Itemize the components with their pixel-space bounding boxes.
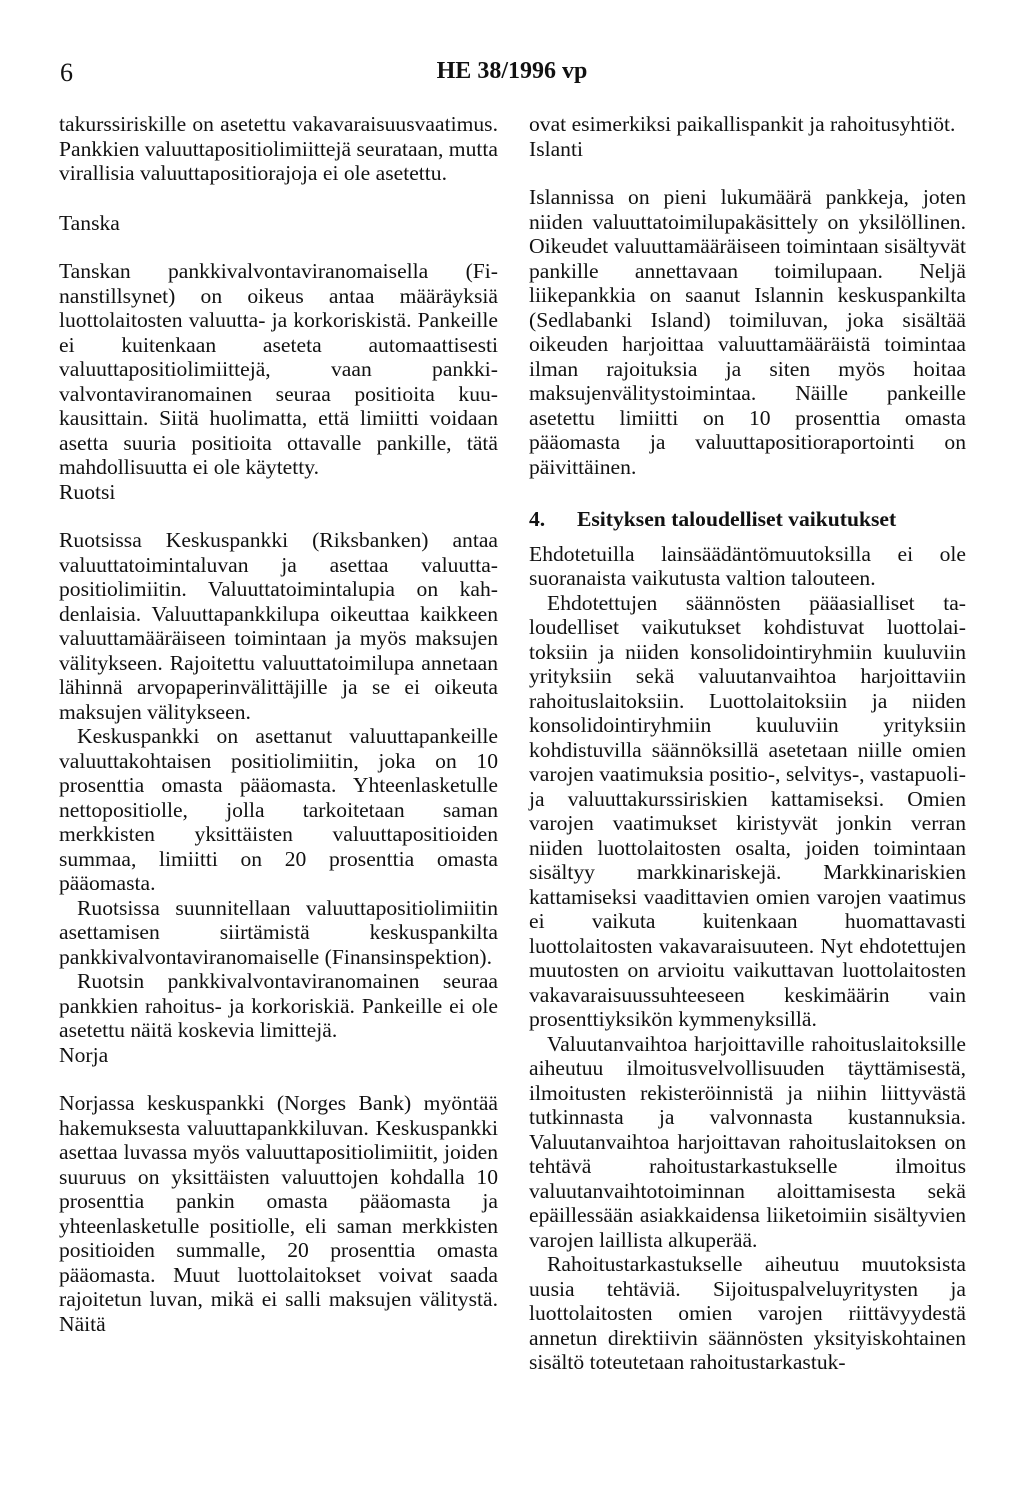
- ruotsi-paragraph-1: Ruotsissa Keskuspankki (Riksbanken) antaa valuuttatoimintaluvan ja asettaa valuuttapositiolimiitin. Valuuttatoimintalupia on kahdenlaisia. Valuuttapankkilupa oikeuttaa kaikkeen valuuttamääräiseen toimintaan ja myös maksujen välitykseen. Rajoitettu valuuttatoimilupa annetaan lähinnä arvopaperinvälittäjille ja se ei oikeuta maksujen välitykseen.: [59, 528, 498, 724]
- norja-paragraph-1: Norjassa keskuspankki (Norges Bank) myöntää hakemuksesta valuuttapankkiluvan. Keskuspankki asettaa luvassa myös valuuttapositiolimiitit, joiden suuruus on yksittäisten valuuttojen kohdalla 10 prosenttia pankin omasta pääomasta ja yhteenlasketulle positiolle, eli saman merkkisten positioiden summalle, 20 prosenttia omasta pääomasta. Muut luottolaitokset voivat saada rajoitetun luvan, mikä ei salli maksujen välitystä. Näitä: [59, 1091, 498, 1336]
- heading-tanska: Tanska: [59, 210, 120, 235]
- heading-ruotsi: Ruotsi: [59, 479, 116, 504]
- tanska-paragraph-1: Tanskan pankkivalvontaviranomaisella (Finanstillsynet) on oikeus antaa määräyksiä luottolaitosten valuutta- ja korkoriskistä. Pankeille ei kuitenkaan aseteta automaattisesti valuuttapositiolimiittejä, vaan pankkivalvontaviranomainen seuraa positioita kuukausittain. Siitä huolimatta, että limiitti voidaan asetta suuria positioita ottavalle pankille, tätä mahdollisuutta ei ole käytetty.: [59, 259, 498, 479]
- page-header-title: HE 38/1996 vp: [436, 58, 588, 84]
- left-intro-paragraph: takurssiriskille on asetettu vakavaraisuusvaatimus. Pankkien valuuttapositiolimiittejä seurataan, mutta virallisia valuuttapositiorajoja ei ole asetettu.: [59, 112, 498, 185]
- right-intro-paragraph: ovat esimerkiksi paikallispankit ja rahoitusyhtiöt.: [529, 112, 956, 136]
- section4-paragraph-3: Valuutanvaihtoa harjoittaville rahoituslaitoksille aiheutuu ilmoitusvelvollisuuden täyttämisestä, ilmoitusten rekisteröinnistä ja niihin liittyvästä tutkinnasta ja valvonnasta kustannuksia. Valuutanvaihtoa harjoittavan rahoituslaitoksen on tehtävä rahoitustarkastukselle ilmoitus valuutanvaihtotoiminnan aloittamisesta sekä epäillessään asiakkaidensa liiketoimiin sisältyvien varojen laillista alkuperää.: [529, 1031, 966, 1252]
- right-column: [529, 112, 966, 1375]
- page-number: 6: [60, 58, 73, 87]
- section-number: 4.: [529, 507, 546, 531]
- islanti-paragraph-1: Islannissa on pieni lukumäärä pankkeja, joten niiden valuuttatoimilupakäsittely on yksilöllinen. Oikeudet valuuttamääräiseen toimintaan sisältyvät pankille annettavaan toimilupaan. Neljä liikepankkia on saanut Islannin keskuspankilta (Sedlabanki Island) toimiluvan, joka sisältää oikeuden harjoittaa valuuttamääräistä toimintaa ilman rajoituksia ja siten myös hoitaa maksujenvälitystoimintaa. Näille pankeille asetettu limiitti on 10 prosenttia omasta pääomasta ja valuuttapositioraportointi on päivittäinen.: [529, 185, 966, 479]
- section4-paragraph-1: Ehdotetuilla lainsäädäntömuutoksilla ei ole suoranaista vaikutusta valtion talouteen.: [529, 541, 966, 590]
- left-column: [59, 112, 498, 1336]
- ruotsi-paragraph-2: Keskuspankki on asettanut valuuttapankeille valuuttakohtaisen positiolimiitin, joka on 10 prosenttia omasta pääomasta. Yhteenlasketulle nettopositiolle, jolla tarkoitetaan saman merkkisten yksittäisten valuuttapositioiden summaa, limiitti on 20 prosenttia omasta pääomasta.: [59, 724, 498, 895]
- heading-norja: Norja: [59, 1042, 109, 1067]
- section-title: Esityksen taloudelliset vaikutukset: [577, 507, 897, 531]
- ruotsi-paragraph-4: Ruotsin pankkivalvontaviranomainen seuraa pankkien rahoitus- ja korkoriskiä. Pankeille ei ole asetettu näitä koskevia limittejä.: [59, 969, 498, 1042]
- section-4-heading: [529, 507, 966, 532]
- heading-islanti: Islanti: [529, 136, 583, 161]
- ruotsi-paragraph-3: Ruotsissa suunnitellaan valuuttapositiolimiitin asettamisen siirtämistä keskuspankilta pankkivalvontaviranomaiselle (Finansinspektion).: [59, 895, 498, 969]
- section4-paragraph-2: Ehdotettujen säännösten pääasialliset taloudelliset vaikutukset kohdistuvat luottolaitoksiin ja niiden konsolidointiryhmiin kuuluviin yrityksiin sekä valuutanvaihtoa harjoittaviin rahoituslaitoksiin. Luottolaitoksiin ja niiden konsolidointiryhmiin kuuluviin yrityksiin kohdistuvilla säännöksillä asetetaan niille omien varojen vaatimuksia positio-, selvitys-, vastapuoli- ja valuuttakurssiriskien kattamiseksi. Omien varojen vaatimukset kiristyvät jonkin verran niiden luottolaitosten osalta, joiden toimintaan sisältyy markkinariskejä. Markkinariskien kattamiseksi vaadittavien omien varojen vaatimus ei vaikuta kuitenkaan huomattavasti luottolaitosten vakavaraisuuteen. Nyt ehdotettujen muutosten on arvioitu vaikuttavan luottolaitosten vakavaraisuussuhteeseen keskimäärin vain prosenttiyksikön kymmenyksillä.: [529, 590, 966, 1031]
- section4-paragraph-4: Rahoitustarkastukselle aiheutuu muutoksista uusia tehtäviä. Sijoituspalveluyritysten ja luottolaitosten omien varojen riittävyydestä annetun direktiivin säännösten yksityiskohtainen sisältö toteutetaan rahoitustarkastuk-: [529, 1252, 966, 1374]
